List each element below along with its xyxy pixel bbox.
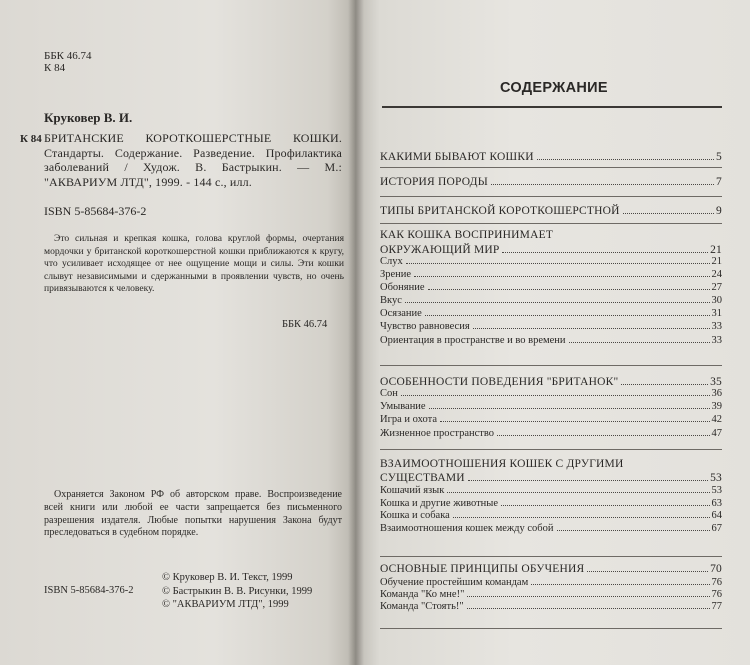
copyright-line: © Бастрыкин В. В. Рисунки, 1999 bbox=[162, 585, 313, 597]
toc-item bbox=[380, 308, 722, 319]
toc-section-page-number: 70 bbox=[710, 563, 722, 575]
toc-section-page-number: 5 bbox=[716, 151, 722, 163]
toc-section-label: ОСНОВНЫЕ ПРИНЦИПЫ ОБУЧЕНИЯ bbox=[380, 563, 585, 575]
dot-leader bbox=[502, 252, 708, 253]
toc-item-label: Обоняние bbox=[380, 282, 425, 293]
dot-leader bbox=[405, 302, 710, 303]
toc-item-page-number: 30 bbox=[711, 295, 722, 306]
toc-section bbox=[380, 472, 722, 484]
dot-leader bbox=[557, 530, 710, 531]
section-divider bbox=[380, 196, 722, 197]
toc-item-label: Сон bbox=[380, 388, 398, 399]
toc-item-label: Команда "Стоять!" bbox=[380, 601, 464, 612]
toc-item-page-number: 27 bbox=[711, 282, 722, 293]
toc-item-label: Осязание bbox=[380, 308, 422, 319]
toc-section-page-number: 53 bbox=[710, 472, 722, 484]
toc-item-page-number: 76 bbox=[711, 589, 722, 600]
toc-section-page-number: 9 bbox=[716, 205, 722, 217]
toc-item-page-number: 53 bbox=[711, 485, 722, 496]
section-divider bbox=[380, 223, 722, 224]
dot-leader bbox=[473, 328, 710, 329]
toc-item-page-number: 36 bbox=[711, 388, 722, 399]
toc-section-label: ТИПЫ БРИТАНСКОЙ КОРОТКОШЕРСТНОЙ bbox=[380, 205, 620, 217]
toc-item-label: Обучение простейшим командам bbox=[380, 577, 529, 588]
toc-section-label: КАКИМИ БЫВАЮТ КОШКИ bbox=[380, 151, 534, 163]
toc-item bbox=[380, 414, 722, 425]
dot-leader bbox=[429, 408, 710, 409]
dot-leader bbox=[425, 315, 710, 316]
toc-section-label: ИСТОРИЯ ПОРОДЫ bbox=[380, 176, 488, 188]
toc-section-page-number: 7 bbox=[716, 176, 722, 188]
toc-item-page-number: 47 bbox=[711, 428, 722, 439]
toc-item bbox=[380, 269, 722, 280]
toc-item-page-number: 76 bbox=[711, 577, 722, 588]
dot-leader bbox=[447, 492, 709, 493]
section-divider bbox=[380, 556, 722, 557]
toc-section bbox=[380, 563, 722, 575]
toc-item bbox=[380, 601, 722, 612]
toc-item-label: Вкус bbox=[380, 295, 402, 306]
toc-item bbox=[380, 388, 722, 399]
toc-item-label: Кошка и собака bbox=[380, 510, 450, 521]
isbn-bottom: ISBN 5-85684-376-2 bbox=[44, 585, 134, 596]
toc-item-page-number: 33 bbox=[711, 335, 722, 346]
bbk-classification bbox=[44, 50, 91, 74]
bbk-author-code: К 84 bbox=[44, 62, 66, 74]
toc-item-label: Кошачий язык bbox=[380, 485, 445, 496]
toc-item-page-number: 64 bbox=[711, 510, 722, 521]
toc-section-page-number: 21 bbox=[710, 244, 722, 256]
copyright-line: © "АКВАРИУМ ЛТД", 1999 bbox=[162, 599, 289, 610]
dot-leader bbox=[621, 384, 708, 385]
toc-item-label: Слух bbox=[380, 256, 403, 267]
dot-leader bbox=[414, 276, 709, 277]
toc-title: СОДЕРЖАНИЕ bbox=[500, 80, 608, 96]
section-divider bbox=[380, 365, 722, 366]
toc-item-label: Жизненное пространство bbox=[380, 428, 495, 439]
toc-item bbox=[380, 510, 722, 521]
toc-item-page-number: 21 bbox=[711, 256, 722, 267]
toc-item-label: Кошка и другие животные bbox=[380, 498, 498, 509]
dot-leader bbox=[406, 263, 710, 264]
toc-item bbox=[380, 428, 722, 439]
book-spine-gutter bbox=[348, 0, 364, 665]
left-page bbox=[0, 0, 356, 665]
dot-leader bbox=[428, 289, 710, 290]
toc-item-page-number: 24 bbox=[711, 269, 722, 280]
toc-item bbox=[380, 485, 722, 496]
toc-section bbox=[380, 376, 722, 388]
bibliographic-description: БРИТАНСКИЕ КОРОТКОШЕРСТНЫЕ КОШКИ. Стандарты. Содержание. Разведение. Профилактика заболеваний / Худож. В. Бастрыкин. — М.: "АКВАРИУМ ЛТД", 1999. - 144 с., илл. bbox=[44, 131, 342, 189]
bbk-index: ББК 46.74 bbox=[282, 319, 328, 330]
bbk-number: ББК 46.74 bbox=[44, 50, 92, 62]
dot-leader bbox=[467, 608, 710, 609]
dot-leader bbox=[401, 395, 710, 396]
toc-item bbox=[380, 523, 722, 534]
toc-item bbox=[380, 577, 722, 588]
toc-item bbox=[380, 589, 722, 600]
dot-leader bbox=[587, 571, 708, 572]
dot-leader bbox=[537, 159, 714, 160]
toc-item-page-number: 77 bbox=[711, 601, 722, 612]
toc-item-label: Игра и охота bbox=[380, 414, 437, 425]
toc-item-label: Взаимоотношения кошек между собой bbox=[380, 523, 554, 534]
toc-item-page-number: 63 bbox=[711, 498, 722, 509]
author-code: К 84 bbox=[20, 133, 42, 145]
toc-section bbox=[380, 176, 722, 188]
toc-item bbox=[380, 321, 722, 332]
dot-leader bbox=[501, 505, 710, 506]
toc-section bbox=[380, 244, 722, 256]
toc-item bbox=[380, 335, 722, 346]
toc-item bbox=[380, 401, 722, 412]
toc-item bbox=[380, 256, 722, 267]
dot-leader bbox=[497, 435, 709, 436]
dot-leader bbox=[531, 584, 709, 585]
dot-leader bbox=[491, 184, 714, 185]
toc-item-label: Зрение bbox=[380, 269, 412, 280]
toc-section bbox=[380, 205, 722, 217]
dot-leader bbox=[467, 596, 709, 597]
toc-item-label: Чувство равновесия bbox=[380, 321, 470, 332]
toc-section-page-number: 35 bbox=[710, 376, 722, 388]
toc-item-page-number: 31 bbox=[711, 308, 722, 319]
toc-item-page-number: 67 bbox=[711, 523, 722, 534]
section-divider bbox=[380, 167, 722, 168]
dot-leader bbox=[569, 342, 710, 343]
toc-item-page-number: 33 bbox=[711, 321, 722, 332]
section-divider bbox=[380, 628, 722, 629]
annotation: Это сильная и крепкая кошка, голова круглой формы, очертания мордочки у британской короткошерстной кошки приближаются к кругу, что усиливает исходящее от нее ощущение мощи и силы. Эти кошки слывут независимыми и сдержанными в проявлении чувств, но очень привязываются к человеку. bbox=[44, 233, 344, 295]
toc-item-page-number: 39 bbox=[711, 401, 722, 412]
isbn: ISBN 5-85684-376-2 bbox=[44, 204, 147, 218]
copyright-law-notice: Охраняется Законом РФ об авторском праве. Воспроизведение всей книги или любой ее части запрещается без письменного разрешения издателя. Любые попытки нарушения Закона будут преследоваться в судебном порядке. bbox=[44, 489, 342, 539]
toc-item bbox=[380, 282, 722, 293]
toc-title-rule bbox=[382, 106, 722, 108]
toc-section-label: ОКРУЖАЮЩИЙ МИР bbox=[380, 244, 500, 256]
toc-section-label: СУЩЕСТВАМИ bbox=[380, 472, 465, 484]
toc-item bbox=[380, 498, 722, 509]
toc-item-label: Ориентация в пространстве и во времени bbox=[380, 335, 566, 346]
section-divider bbox=[380, 449, 722, 450]
toc-section-label: ОСОБЕННОСТИ ПОВЕДЕНИЯ "БРИТАНОК" bbox=[380, 376, 619, 388]
toc-section-heading-line1: КАК КОШКА ВОСПРИНИМАЕТ bbox=[380, 229, 554, 241]
dot-leader bbox=[468, 480, 708, 481]
copyright-line: © Круковер В. И. Текст, 1999 bbox=[162, 572, 293, 583]
toc-item-label: Команда "Ко мне!" bbox=[380, 589, 465, 600]
toc-item-page-number: 42 bbox=[711, 414, 722, 425]
dot-leader bbox=[440, 421, 710, 422]
toc-item bbox=[380, 295, 722, 306]
dot-leader bbox=[453, 517, 710, 518]
author-name: Круковер В. И. bbox=[44, 110, 133, 125]
toc-item-label: Умывание bbox=[380, 401, 426, 412]
dot-leader bbox=[623, 213, 714, 214]
toc-section-heading-line1: ВЗАИМООТНОШЕНИЯ КОШЕК С ДРУГИМИ bbox=[380, 458, 624, 470]
toc-section bbox=[380, 151, 722, 163]
copyright-block bbox=[162, 571, 312, 612]
